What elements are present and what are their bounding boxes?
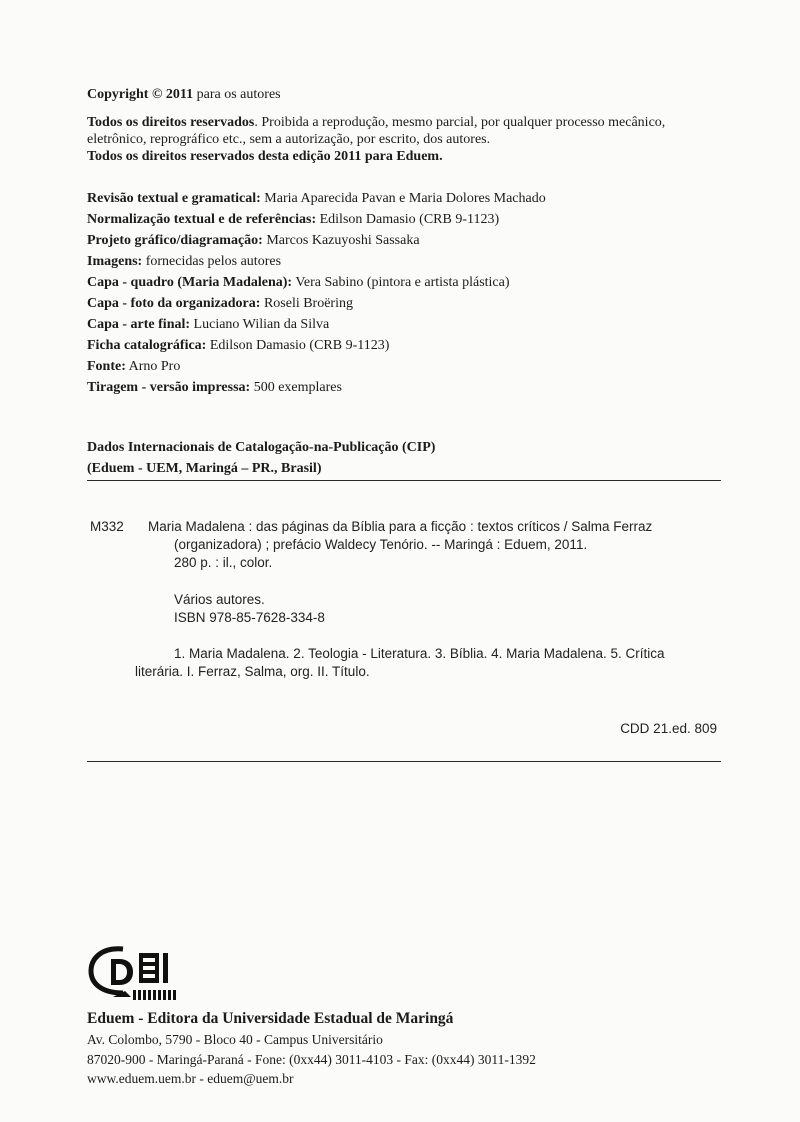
credit-item: [87, 293, 727, 314]
publisher-address-2: 87020-900 - Maringá-Paraná - Fone: (0xx44) 3011-4103 - Fax: (0xx44) 3011-1392: [87, 1051, 536, 1067]
credit-value: Arno Pro: [125, 359, 181, 374]
rights-edition: Todos os direitos reservados desta edição 2011 para Eduem.: [87, 149, 443, 164]
credit-value: 500 exemplares: [250, 380, 342, 395]
credit-label: Tiragem - versão impressa:: [87, 380, 251, 395]
cip-line-2: (Eduem - UEM, Maringá – PR., Brasil): [87, 461, 322, 476]
publisher-name: Eduem - Editora da Universidade Estadual de Maringá: [87, 1010, 454, 1027]
credit-item: [87, 272, 727, 293]
publisher-web: www.eduem.uem.br - eduem@uem.br: [87, 1071, 294, 1086]
rights-text-2: eletrônico, reprográfico etc., sem a autorização, por escrito, dos autores.: [87, 132, 491, 147]
credit-value: Edilson Damasio (CRB 9-1123): [316, 212, 500, 227]
credit-item: [87, 335, 727, 356]
catalog-entry: [148, 518, 723, 572]
call-number: M332: [90, 519, 124, 534]
top-divider: [87, 480, 721, 481]
credit-label: Ficha catalográfica:: [87, 338, 207, 353]
entry-line-1: Maria Madalena : das páginas da Bíblia para a ficção : textos críticos / Salma Ferraz: [148, 519, 653, 534]
credit-value: Luciano Wilian da Silva: [190, 317, 330, 332]
catalog-notes: [174, 591, 325, 627]
rights-notice: [87, 114, 727, 165]
copyright-text: para os autores: [193, 87, 281, 102]
credit-item: [87, 314, 727, 335]
credit-value: Vera Sabino (pintora e artista plástica): [292, 275, 510, 290]
copyright-label: Copyright © 2011: [87, 87, 194, 102]
credit-label: Imagens:: [87, 254, 143, 269]
credits-list: [87, 188, 727, 398]
credit-value: Maria Aparecida Pavan e Maria Dolores Machado: [260, 191, 546, 206]
entry-line-3: 280 p. : il., color.: [174, 555, 273, 570]
subjects-line-2: literária. I. Ferraz, Salma, org. II. Título.: [135, 664, 370, 679]
credit-value: fornecidas pelos autores: [142, 254, 282, 269]
credit-item: [87, 251, 727, 272]
note-authors: Vários autores.: [174, 592, 265, 607]
credit-value: Edilson Damasio (CRB 9-1123): [206, 338, 390, 353]
credit-label: Revisão textual e gramatical:: [87, 191, 261, 206]
credit-label: Projeto gráfico/diagramação:: [87, 233, 263, 248]
eduem-logo-icon: [83, 935, 183, 1005]
credit-label: Capa - arte final:: [87, 317, 191, 332]
credit-label: Normalização textual e de referências:: [87, 212, 317, 227]
cip-heading: [87, 437, 727, 479]
credit-item: [87, 209, 727, 230]
credit-item: [87, 188, 727, 209]
rights-text-1: . Proibida a reprodução, mesmo parcial, por qualquer processo mecânico,: [254, 115, 666, 130]
credit-value: Marcos Kazuyoshi Sassaka: [262, 233, 420, 248]
rights-label: Todos os direitos reservados: [87, 115, 255, 130]
credit-label: Capa - foto da organizadora:: [87, 296, 261, 311]
bottom-divider: [87, 761, 721, 762]
credit-item: [87, 377, 727, 398]
credit-item: [87, 356, 727, 377]
copyright-notice: [87, 84, 727, 105]
subjects-line-1: 1. Maria Madalena. 2. Teologia - Literatura. 3. Bíblia. 4. Maria Madalena. 5. Crítica: [174, 646, 665, 661]
credit-value: Roseli Broëring: [260, 296, 353, 311]
isbn: ISBN 978-85-7628-334-8: [174, 610, 325, 625]
cdd-classification: CDD 21.ed. 809: [620, 721, 717, 736]
catalog-subjects: [135, 645, 665, 681]
publisher-info: [87, 1008, 727, 1089]
credit-item: [87, 230, 727, 251]
entry-line-2: (organizadora) ; prefácio Waldecy Tenório. -- Maringá : Eduem, 2011.: [174, 537, 588, 552]
credit-label: Fonte:: [87, 359, 126, 374]
publisher-address-1: Av. Colombo, 5790 - Bloco 40 - Campus Universitário: [87, 1032, 383, 1047]
credit-label: Capa - quadro (Maria Madalena):: [87, 275, 293, 290]
cip-line-1: Dados Internacionais de Catalogação-na-Publicação (CIP): [87, 440, 436, 455]
